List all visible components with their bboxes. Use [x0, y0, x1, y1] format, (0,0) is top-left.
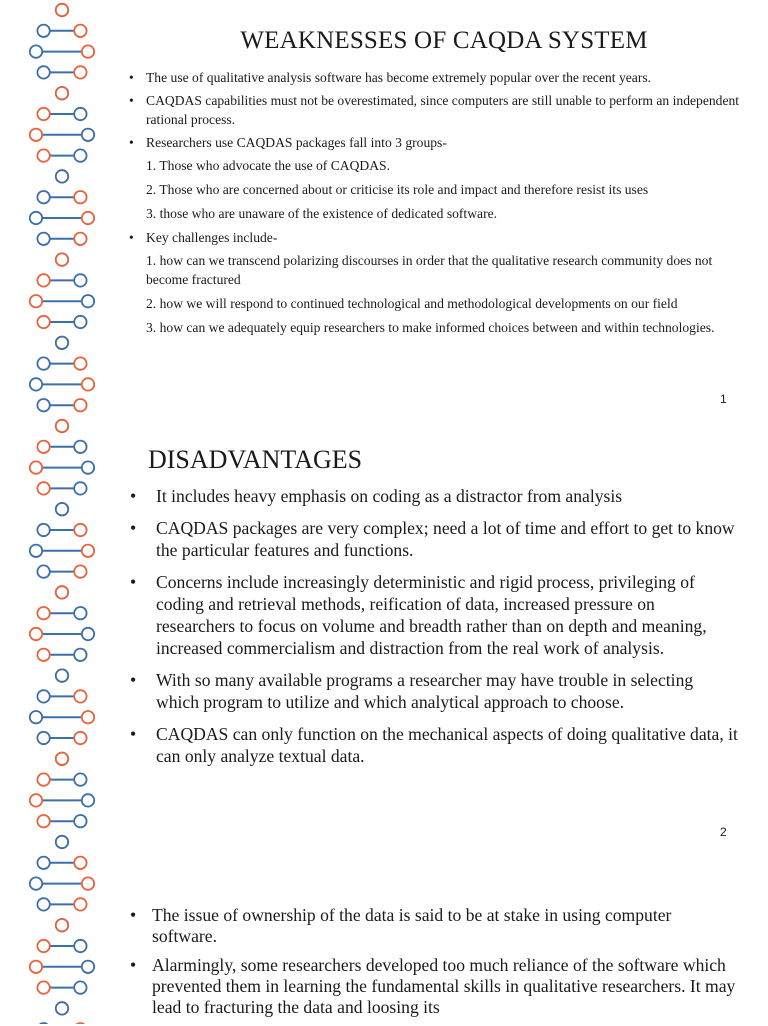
slide-weaknesses — [0, 0, 768, 415]
bullet-item: • Key challenges include- — [128, 228, 754, 247]
slide-title: WEAKNESSES OF CAQDA SYSTEM — [240, 27, 648, 54]
bullet-list — [128, 485, 738, 777]
bullet-item: • CAQDAS can only function on the mechanical aspects of doing qualitative data, it can only analyze textual data. — [128, 723, 738, 767]
bullet-item: • CAQDAS capabilities must not be overestimated, since computers are still unable to perform an independent rational process. — [128, 91, 754, 129]
page-number: 1 — [720, 392, 727, 406]
bullet-list — [128, 68, 754, 342]
sub-item: 3. those who are unaware of the existence of dedicated software. — [146, 206, 498, 221]
slide-title: DISADVANTAGES — [148, 445, 363, 474]
sub-item: 1. how can we transcend polarizing discourses in order that the qualitative research community does not become fractured — [146, 253, 713, 287]
page-number: 2 — [720, 825, 727, 839]
slide-disadvantages — [0, 415, 768, 845]
bullet-item: • The use of qualitative analysis software has become extremely popular over the recent years. — [128, 68, 754, 87]
bullet-item: • Alarmingly, some researchers developed too much reliance of the software which prevented them in learning the fundamental skills in qualitative researchers. It may lead to fracturing the data and loosing its — [128, 955, 738, 1018]
slide-continued — [0, 845, 768, 1024]
sub-item: 1. Those who advocate the use of CAQDAS. — [146, 158, 391, 173]
bullet-item: • The issue of ownership of the data is said to be at stake in using computer software. — [128, 905, 738, 947]
bullet-item: • Concerns include increasingly deterministic and rigid process, privileging of coding and retrieval methods, reification of data, increased pressure on researchers to focus on volume and breadth rather than on depth and meaning, increased commercialism and distraction from the real work of analysis. — [128, 571, 738, 659]
bullet-item: • Researchers use CAQDAS packages fall into 3 groups- — [128, 133, 754, 152]
bullet-list — [128, 905, 738, 1026]
bullet-item: • With so many available programs a researcher may have trouble in selecting which program to utilize and which analytical approach to choose. — [128, 669, 738, 713]
bullet-item: • CAQDAS packages are very complex; need a lot of time and effort to get to know the particular features and functions. — [128, 517, 738, 561]
sub-item: 2. Those who are concerned about or criticise its role and impact and therefore resist its uses — [146, 182, 649, 197]
sub-item: 3. how can we adequately equip researchers to make informed choices between and within technologies. — [146, 320, 715, 335]
bullet-item: • It includes heavy emphasis on coding as a distractor from analysis — [128, 485, 738, 507]
sub-item: 2. how we will respond to continued technological and methodological developments on our field — [146, 296, 678, 311]
